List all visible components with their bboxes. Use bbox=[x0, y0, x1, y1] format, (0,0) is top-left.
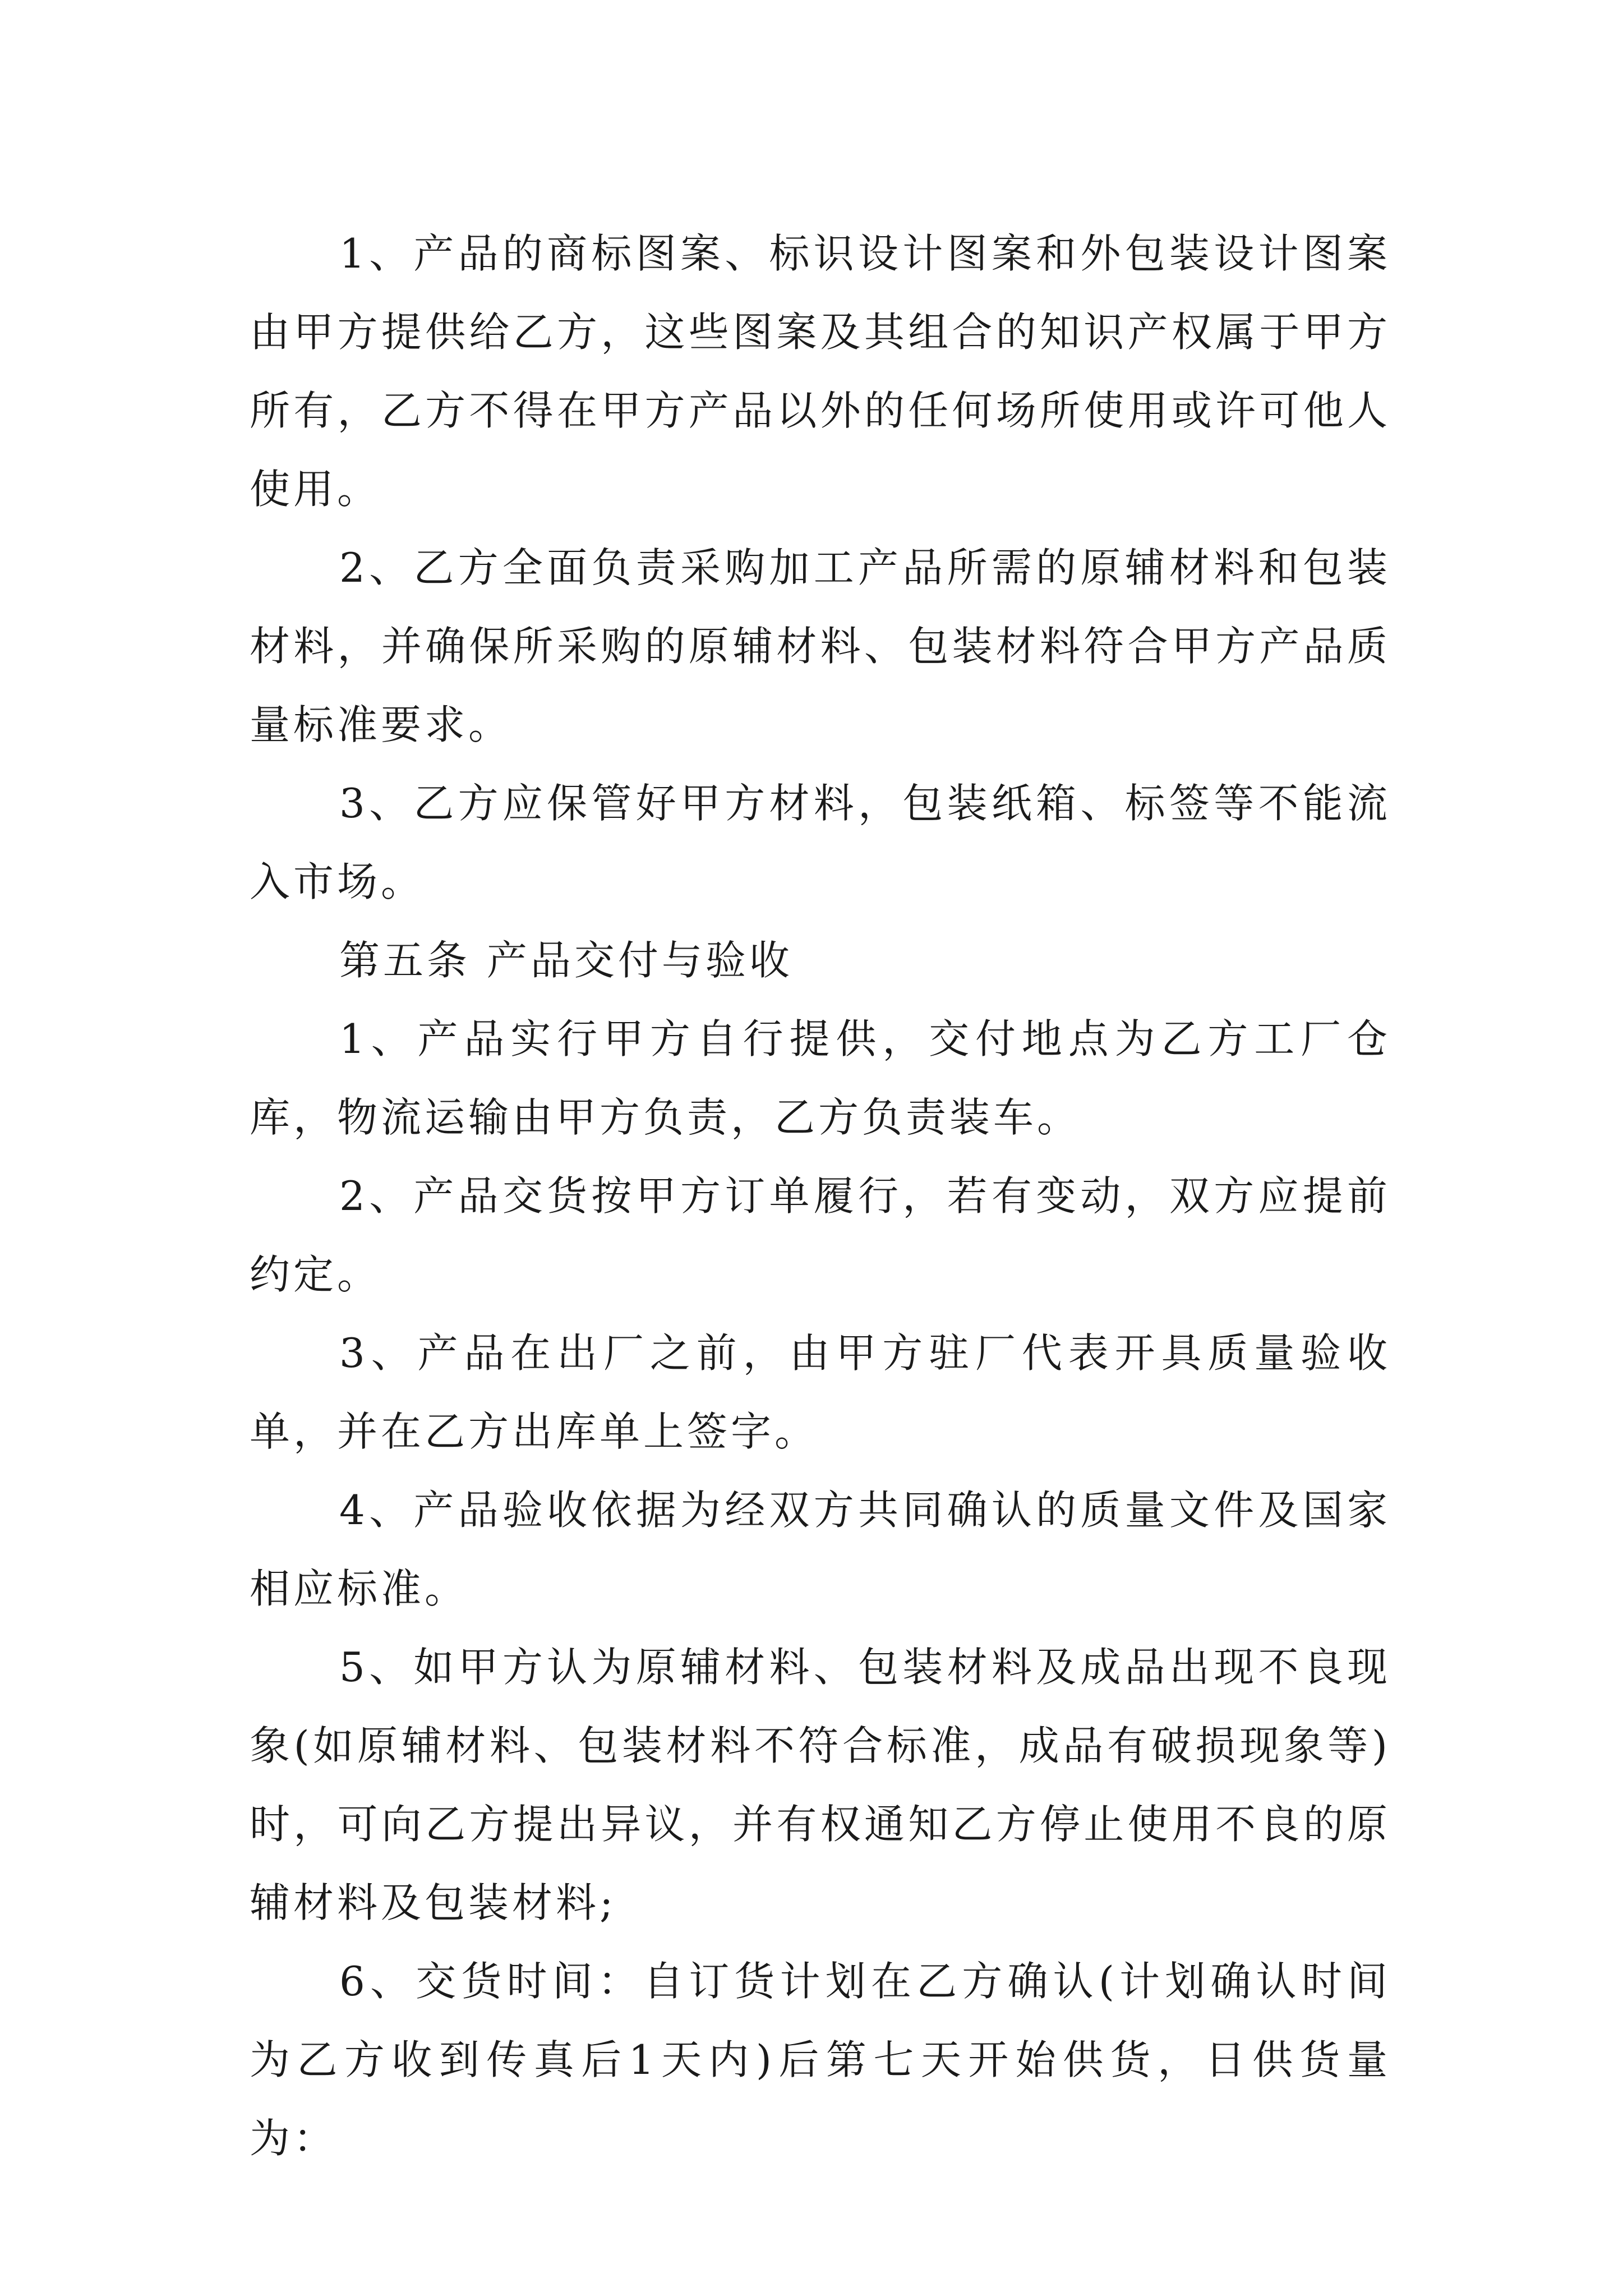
paragraph-delivery-4: 4、产品验收依据为经双方共同确认的质量文件及国家相应标准。 bbox=[250, 1487, 1391, 1612]
document-body bbox=[250, 214, 1391, 2178]
paragraph-delivery-2: 2、产品交货按甲方订单履行，若有变动，双方应提前约定。 bbox=[250, 1172, 1391, 1298]
paragraph-delivery-6: 6、交货时间：自订货计划在乙方确认(计划确认时间为乙方收到传真后1天内)后第七天开始供货，日供货量为： bbox=[250, 1958, 1391, 2162]
paragraph-clause-2: 2、乙方全面负责采购加工产品所需的原辅材料和包装材料，并确保所采购的原辅材料、包装材料符合甲方产品质量标准要求。 bbox=[250, 544, 1391, 748]
paragraph-delivery-5: 5、如甲方认为原辅材料、包装材料及成品出现不良现象(如原辅材料、包装材料不符合标准，成品有破损现象等)时，可向乙方提出异议，并有权通知乙方停止使用不良的原辅材料及包装材料; bbox=[250, 1644, 1391, 1926]
paragraph-delivery-1: 1、产品实行甲方自行提供，交付地点为乙方工厂仓库，物流运输由甲方负责，乙方负责装车。 bbox=[250, 1015, 1391, 1141]
paragraph-delivery-3: 3、产品在出厂之前，由甲方驻厂代表开具质量验收单，并在乙方出库单上签字。 bbox=[250, 1329, 1391, 1455]
paragraph-clause-3: 3、乙方应保管好甲方材料，包装纸箱、标签等不能流入市场。 bbox=[250, 780, 1391, 905]
section-heading-article-5: 第五条 产品交付与验收 bbox=[339, 937, 793, 984]
paragraph-clause-1: 1、产品的商标图案、标识设计图案和外包装设计图案由甲方提供给乙方，这些图案及其组合的知识产权属于甲方所有，乙方不得在甲方产品以外的任何场所使用或许可他人使用。 bbox=[250, 230, 1391, 513]
